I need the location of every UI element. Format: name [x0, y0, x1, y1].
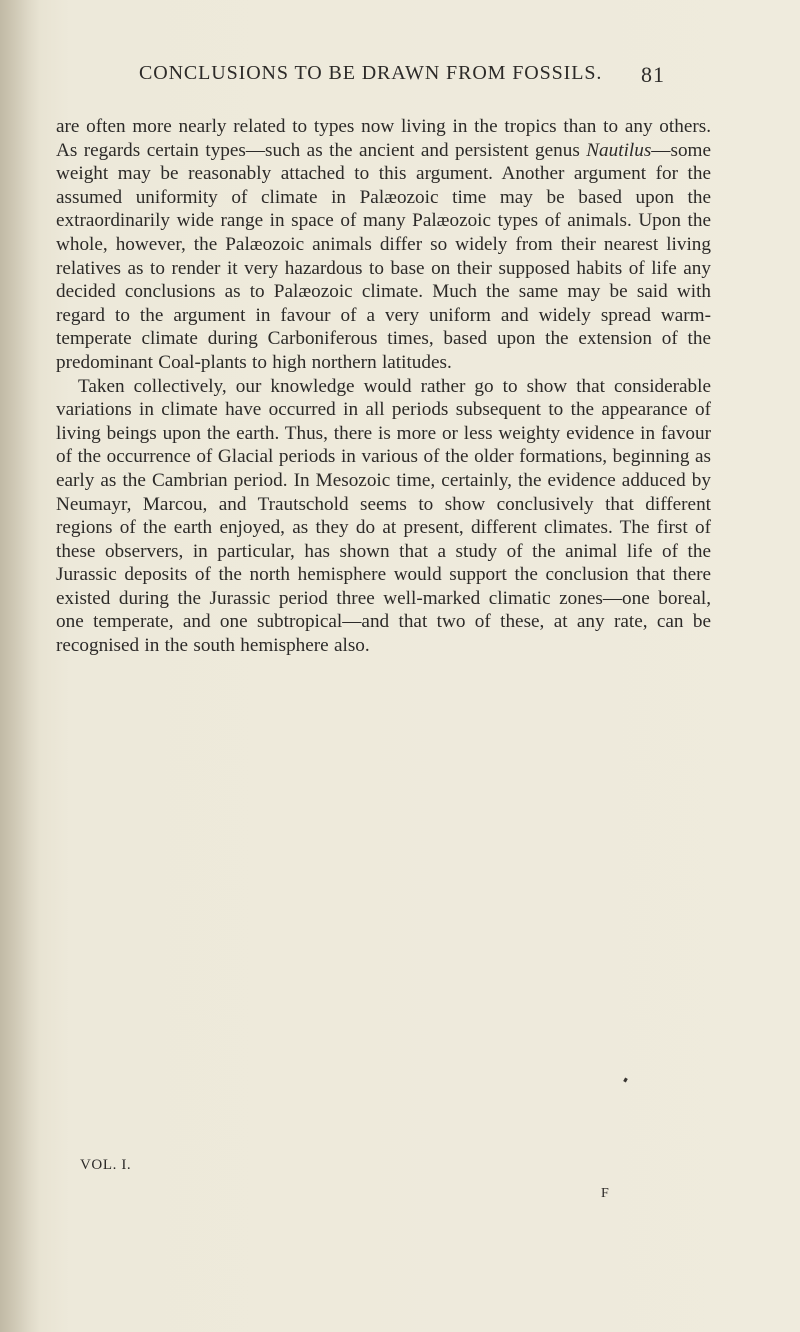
signature-mark-volume: VOL. I. — [80, 1157, 132, 1173]
genus-name-italic: Nautilus — [586, 139, 652, 161]
running-head — [0, 62, 800, 92]
signature-mark-letter: F — [601, 1186, 609, 1201]
paragraph-1 — [56, 115, 711, 375]
ink-speck — [623, 1078, 628, 1083]
page-number: 81 — [641, 62, 665, 87]
body-text — [56, 115, 711, 658]
paragraph-2: Taken collectively, our knowledge would rather go to show that considerable variations in climate have occurred in all periods subsequent to the appearance of living beings upon the earth. Thus, there is more or less weighty evidence in favour of the occurrence of Glacial periods in various of the older formations, beginning as early as the Cambrian period. In Mesozoic time, certainly, the evidence adduced by Neumayr, Marcou, and Trautschold seems to show conclusively that different regions of the earth enjoyed, as they do at present, different climates. The first of these observers, in particular, has shown that a study of the animal life of the Jurassic deposits of the north hemisphere would support the conclusion that there existed during the Jurassic period three well-marked climatic zones—one boreal, one temperate, and one subtropical—and that two of these, at any rate, can be recognised in the south hemisphere also. — [56, 375, 711, 657]
binding-shadow — [0, 0, 40, 1332]
paragraph-1-text-end: —some weight may be reasonably attached to this argument. Another argument for the assumed uniformity of climate in Palæozoic time may be based upon the extraordinarily wide range in space of many Palæozoic types of animals. Upon the whole, however, the Palæozoic animals differ so widely from their nearest living relatives as to render it very hazardous to base on their supposed habits of life any decided conclusions as to Palæozoic climate. Much the same may be said with regard to the argument in favour of a very uniform and widely spread warm-temperate climate during Carboniferous times, based upon the extension of the predominant Coal-plants to high northern latitudes. — [56, 139, 711, 373]
paragraph-1-text-start: are often more nearly related to types now living in the tropics than to any others. As regards certain types—such as the ancient and persistent genus — [56, 116, 711, 161]
running-head-title: CONCLUSIONS TO BE DRAWN FROM FOSSILS. — [139, 62, 603, 84]
